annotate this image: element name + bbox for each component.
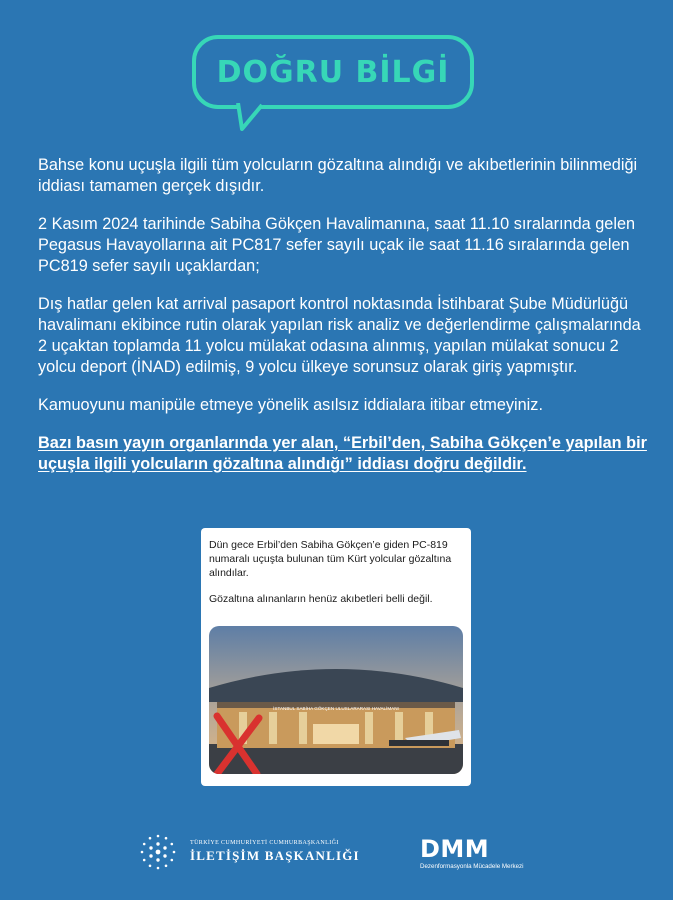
badge-title: DOĞRU BİLGİ <box>216 54 450 90</box>
star-circle-emblem-icon <box>138 832 178 872</box>
airport-photo <box>209 626 463 774</box>
paragraph-4: Kamuoyunu manipüle etmeye yönelik asılsız iddialara itibar etmeyiniz. <box>38 396 543 414</box>
paragraph-2: 2 Kasım 2024 tarihinde Sabiha Gökçen Havalimanına, saat 11.10 sıralarında gelen Pegasus Havayollarına ait PC817 sefer sayılı uçak ile saat 11.16 sıralarında gelen PC819 sefer sayılı uçaklardan; <box>38 215 636 275</box>
speech-bubble-tail-icon <box>236 103 264 133</box>
presidency-label: TÜRKİYE CUMHURİYETİ CUMHURBAŞKANLIĞI <box>190 840 339 846</box>
paragraph-conclusion: Bazı basın yayın organlarında yer alan, “Erbil’den, Sabiha Gökçen’e yapılan bir uçuşla ilgili yolcuların gözaltına alındığı” iddiası doğru değildir. <box>38 434 647 473</box>
dmm-logo <box>420 835 550 870</box>
speech-bubble-frame <box>192 35 474 109</box>
speech-bubble <box>192 35 482 135</box>
claim-card <box>201 528 471 786</box>
airport-sign: İSTANBUL SABİHA GÖKÇEN ULUSLARARASI HAVALİMANI <box>273 706 399 711</box>
body-content <box>38 155 650 492</box>
directorate-label: İLETİŞİM BAŞKANLIĞI <box>190 848 360 863</box>
claim-text-2: Gözaltına alınanların henüz akıbetleri belli değil. <box>209 593 433 605</box>
dmm-wordmark: DMM <box>420 835 490 863</box>
iletisim-logo <box>138 832 360 872</box>
dmm-subtitle: Dezenformasyonla Mücadele Merkezi <box>420 863 524 870</box>
paragraph-1: Bahse konu uçuşla ilgili tüm yolcuların gözaltına alındığı ve akıbetlerinin bilinmediği iddiası tamamen gerçek dışıdır. <box>38 156 638 195</box>
paragraph-3: Dış hatlar gelen kat arrival pasaport kontrol noktasında İstihbarat Şube Müdürlüğü havalimanı ekibince rutin olarak yapılan risk analiz ve değerlendirme çalışmalarında 2 uçaktan toplamda 11 yolcu mülakat odasına alınmış, yapılan mülakat sonucu 2 yolcu deport (İNAD) edilmiş, 9 yolcu ülkeye sorunsuz olarak giriş yapmıştır. <box>38 295 641 376</box>
claim-text-1: Dün gece Erbil’den Sabiha Gökçen’e giden PC-819 numaralı uçuşta bulunan tüm Kürt yolcular gözaltına alındılar. <box>209 539 452 579</box>
